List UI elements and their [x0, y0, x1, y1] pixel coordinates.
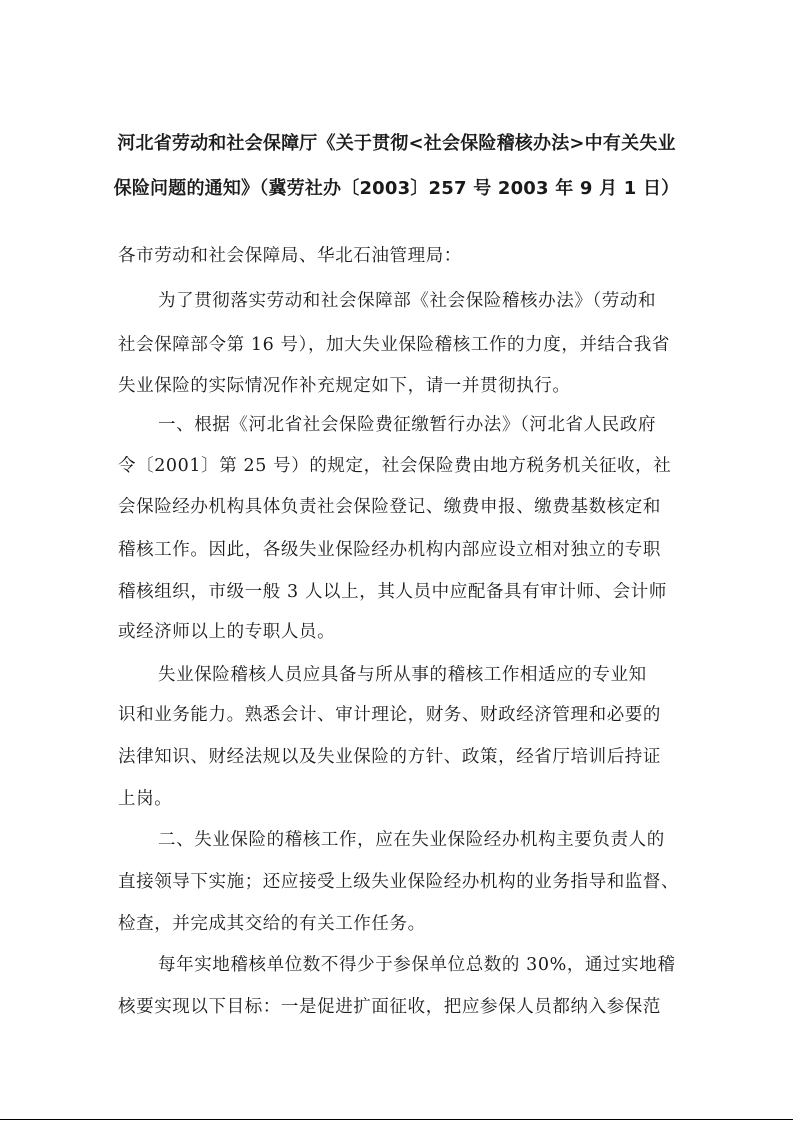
paragraph-line: 二、失业保险的稽核工作，应在失业保险经办机构主要负责人的 [158, 830, 665, 850]
paragraph-line: 稽核工作。因此，各级失业保险经办机构内部应设立相对独立的专职 [118, 540, 661, 560]
paragraph-line: 失业保险的实际情况作补充规定如下，请一并贯彻执行。 [118, 376, 571, 396]
salutation: 各市劳动和社会保障局、华北石油管理局： [118, 246, 462, 266]
paragraph-line: 每年实地稽核单位数不得少于参保单位总数的 30%，通过实地稽 [158, 955, 676, 975]
paragraph-line: 检查，并完成其交给的有关工作任务。 [118, 914, 426, 934]
paragraph-line: 为了贯彻落实劳动和社会保障部《社会保险稽核办法》（劳动和 [158, 291, 657, 311]
paragraph-line: 一、根据《河北省社会保险费征缴暂行办法》（河北省人民政府 [158, 415, 657, 435]
paragraph-line: 核要实现以下目标：一是促进扩面征收，把应参保人员都纳入参保范 [118, 997, 661, 1017]
page-bottom-divider [0, 1119, 793, 1120]
document-title-line-1: 河北省劳动和社会保障厅《关于贯彻<社会保险稽核办法>中有关失业 [117, 133, 676, 154]
paragraph-line: 社会保障部令第 16 号），加大失业保险稽核工作的力度，并结合我省 [118, 335, 670, 355]
paragraph-line: 令〔2001〕第 25 号）的规定，社会保险费由地方税务机关征收，社 [118, 456, 672, 476]
paragraph-line: 稽核组织，市级一般 3 人以上，其人员中应配备具有审计师、会计师 [118, 582, 667, 602]
paragraph-line: 或经济师以上的专职人员。 [118, 622, 336, 642]
paragraph-line: 直接领导下实施；还应接受上级失业保险经办机构的业务指导和监督、 [118, 872, 680, 892]
document-title-line-2: 保险问题的通知》（冀劳社办〔2003〕257 号 2003 年 9 月 1 日） [113, 178, 680, 199]
paragraph-line: 识和业务能力。熟悉会计、审计理论，财务、财政经济管理和必要的 [118, 705, 661, 725]
paragraph-line: 上岗。 [118, 789, 173, 809]
paragraph-line: 法律知识、财经法规以及失业保险的方针、政策，经省厅培训后持证 [118, 747, 661, 767]
paragraph-line: 会保险经办机构具体负责社会保险登记、缴费申报、缴费基数核定和 [118, 497, 661, 517]
paragraph-line: 失业保险稽核人员应具备与所从事的稽核工作相适应的专业知 [158, 665, 647, 685]
